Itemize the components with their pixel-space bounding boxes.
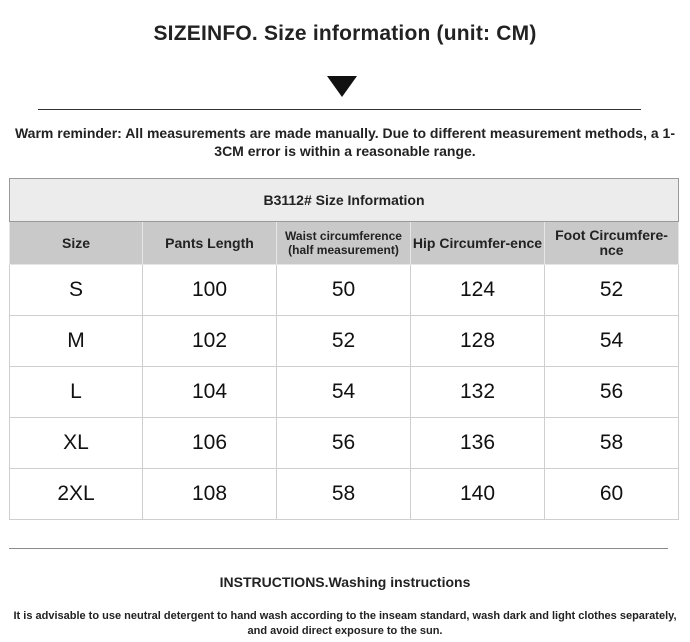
header-foot: Foot Circumfere-nce bbox=[545, 222, 679, 265]
header-waist: Waist circumference (half measurement) bbox=[277, 222, 411, 265]
table-caption: B3112# Size Information bbox=[10, 179, 679, 222]
cell-foot: 56 bbox=[545, 367, 679, 418]
cell-pants-length: 106 bbox=[143, 418, 277, 469]
cell-waist: 54 bbox=[277, 367, 411, 418]
triangle-down-icon bbox=[327, 76, 357, 97]
cell-foot: 60 bbox=[545, 469, 679, 520]
table-row bbox=[10, 469, 679, 520]
cell-hip: 132 bbox=[411, 367, 545, 418]
header-hip: Hip Circumfer-ence bbox=[411, 222, 545, 265]
cell-waist: 52 bbox=[277, 316, 411, 367]
size-table bbox=[9, 178, 679, 520]
cell-size: S bbox=[10, 265, 143, 316]
cell-hip: 124 bbox=[411, 265, 545, 316]
cell-foot: 52 bbox=[545, 265, 679, 316]
header-pants-length: Pants Length bbox=[143, 222, 277, 265]
cell-hip: 140 bbox=[411, 469, 545, 520]
cell-hip: 128 bbox=[411, 316, 545, 367]
table-row bbox=[10, 418, 679, 469]
cell-pants-length: 108 bbox=[143, 469, 277, 520]
warm-reminder: Warm reminder: All measurements are made manually. Due to different measurement methods, a 1-3CM error is within a reasonable range. bbox=[14, 125, 675, 159]
cell-size: L bbox=[10, 367, 143, 418]
cell-size: XL bbox=[10, 418, 143, 469]
cell-pants-length: 100 bbox=[143, 265, 277, 316]
cell-foot: 58 bbox=[545, 418, 679, 469]
table-row bbox=[10, 316, 679, 367]
cell-pants-length: 104 bbox=[143, 367, 277, 418]
table-row bbox=[10, 367, 679, 418]
divider-line bbox=[38, 109, 641, 110]
cell-pants-length: 102 bbox=[143, 316, 277, 367]
cell-hip: 136 bbox=[411, 418, 545, 469]
cell-waist: 58 bbox=[277, 469, 411, 520]
cell-foot: 54 bbox=[545, 316, 679, 367]
page-title: SIZEINFO. Size information (unit: CM) bbox=[153, 22, 537, 45]
header-size: Size bbox=[10, 222, 143, 265]
table-header-row bbox=[10, 222, 679, 265]
cell-waist: 50 bbox=[277, 265, 411, 316]
instructions-text: It is advisable to use neutral detergent to hand wash according to the inseam standard, wash dark and light clothes separately, and avoid direct exposure to the sun. bbox=[13, 610, 677, 637]
cell-size: M bbox=[10, 316, 143, 367]
table-row bbox=[10, 265, 679, 316]
divider-line bbox=[9, 548, 668, 549]
cell-waist: 56 bbox=[277, 418, 411, 469]
instructions-title: INSTRUCTIONS.Washing instructions bbox=[219, 574, 471, 590]
cell-size: 2XL bbox=[10, 469, 143, 520]
